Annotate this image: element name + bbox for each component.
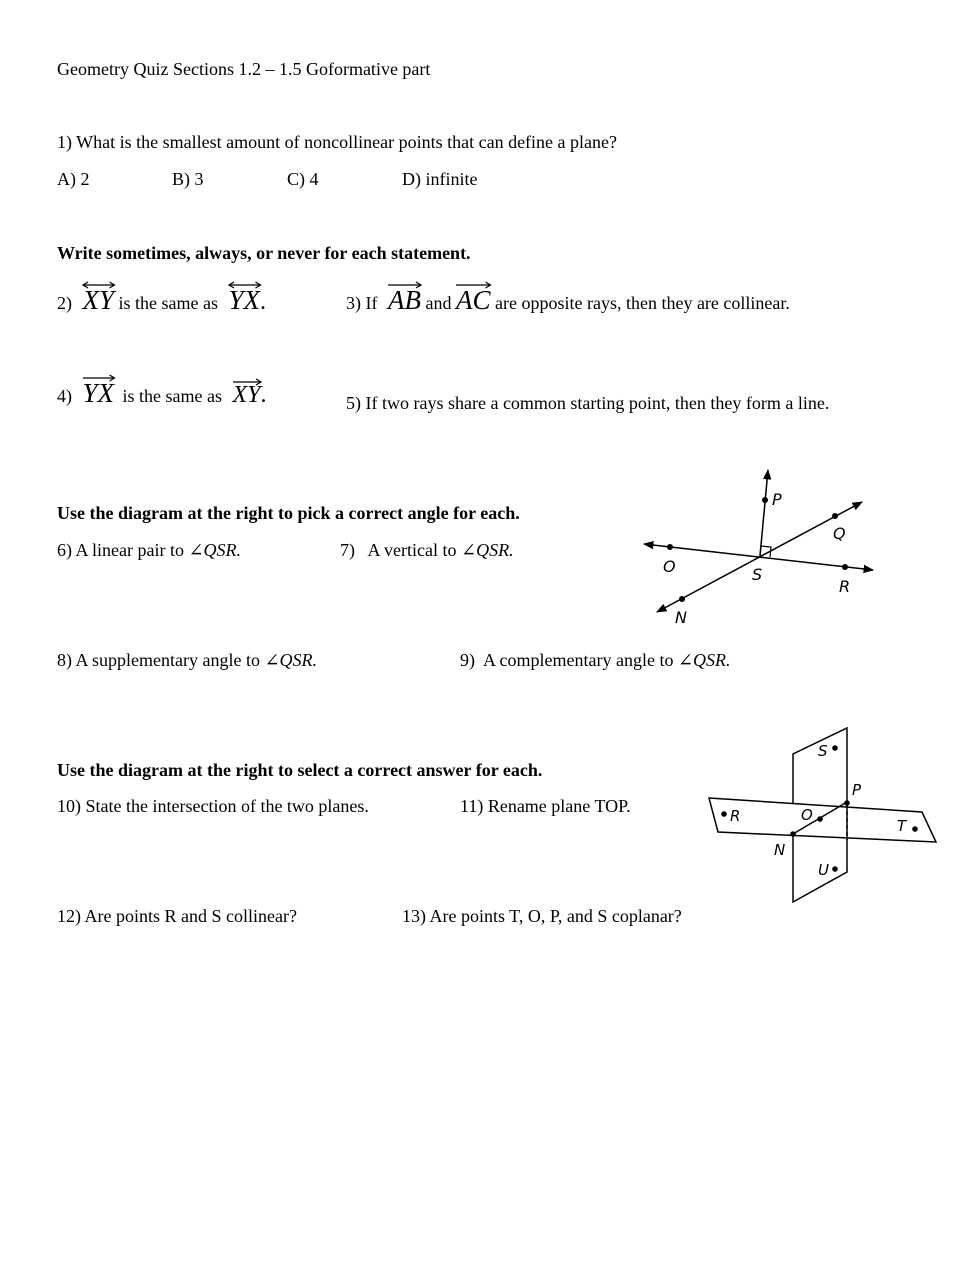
q3-number: 3) If — [346, 293, 378, 313]
angle-diagram — [630, 460, 890, 630]
question-7 — [340, 540, 514, 561]
planes-diagram — [700, 722, 945, 907]
point-o — [667, 544, 673, 550]
label-t: T — [897, 817, 907, 835]
label-q: Q — [833, 524, 846, 543]
label-s: S — [818, 742, 828, 760]
q2-symbol-1: XY — [82, 285, 115, 315]
section-heading-planes: Use the diagram at the right to select a correct answer for each. — [57, 760, 543, 780]
section-heading-angles: Use the diagram at the right to pick a correct angle for each. — [57, 503, 520, 523]
q7-angle: ∠QSR. — [461, 540, 514, 560]
point-p — [762, 497, 768, 503]
q9-text: A complementary angle to — [483, 650, 674, 670]
q6-angle: ∠QSR. — [188, 540, 242, 560]
point-t — [912, 826, 918, 832]
question-1-text: 1) What is the smallest amount of noncollinear points that can define a plane? — [57, 132, 617, 152]
q4-number: 4) — [57, 386, 72, 406]
q2-middle-text: is the same as — [118, 293, 218, 313]
q2-symbol-2: YX — [228, 285, 261, 315]
label-n: N — [774, 841, 786, 859]
q4-ray-yx — [83, 378, 115, 409]
q1-option-a: A) 2 — [57, 169, 90, 189]
label-u: U — [818, 861, 829, 879]
q3-symbol-1: AB — [387, 285, 421, 315]
q1-option-d: D) infinite — [402, 169, 478, 189]
question-6 — [57, 540, 241, 561]
line-nq — [657, 502, 862, 612]
q4-middle-text: is the same as — [122, 386, 222, 406]
label-r: R — [730, 807, 741, 825]
point-s — [832, 745, 838, 751]
q2-number: 2) — [57, 293, 72, 313]
q3-middle-text: and — [425, 293, 452, 313]
label-n: N — [675, 608, 687, 627]
point-n — [679, 596, 685, 602]
section-heading-statements: Write sometimes, always, or never for each statement. — [57, 243, 471, 263]
ray-sp — [760, 470, 768, 556]
q2-line-xy — [83, 285, 115, 316]
question-11: 11) Rename plane TOP. — [460, 796, 631, 816]
q4-ray-xy — [233, 382, 261, 409]
q3-ray-ac — [456, 285, 491, 316]
question-9 — [460, 650, 731, 671]
q4-symbol-1: YX — [82, 378, 115, 408]
point-o — [817, 816, 823, 822]
q2-line-yx — [229, 285, 261, 316]
q3-ray-ab — [388, 285, 421, 316]
q9-number: 9) — [460, 650, 475, 670]
point-r — [842, 564, 848, 570]
q6-text: 6) A linear pair to — [57, 540, 184, 560]
question-10: 10) State the intersection of the two planes. — [57, 796, 369, 816]
q4-symbol-2: XY — [232, 382, 261, 408]
q3-end-text: are opposite rays, then they are collinear. — [495, 293, 790, 313]
label-o: O — [663, 557, 676, 576]
question-2 — [57, 285, 266, 316]
question-13: 13) Are points T, O, P, and S coplanar? — [402, 906, 682, 926]
q4-period: . — [260, 382, 267, 408]
q9-angle: ∠QSR. — [677, 650, 731, 670]
q8-text: 8) A supplementary angle to — [57, 650, 260, 670]
label-r: R — [839, 577, 851, 596]
question-8 — [57, 650, 317, 671]
label-o: O — [801, 806, 813, 824]
q2-period: . — [260, 289, 267, 315]
q7-number: 7) — [340, 540, 355, 560]
question-3 — [346, 285, 790, 316]
question-12: 12) Are points R and S collinear? — [57, 906, 297, 926]
label-p: P — [852, 781, 862, 799]
q1-option-c: C) 4 — [287, 169, 319, 189]
q3-symbol-2: AC — [455, 285, 491, 315]
label-s: S — [752, 565, 763, 584]
q7-text: A vertical to — [367, 540, 457, 560]
point-p — [844, 800, 850, 806]
point-r — [721, 811, 727, 817]
question-4 — [57, 378, 267, 409]
label-p: P — [772, 490, 782, 509]
page-title: Geometry Quiz Sections 1.2 – 1.5 Goformative part — [57, 59, 431, 79]
question-5: 5) If two rays share a common starting point, then they form a line. — [346, 393, 830, 413]
point-u — [832, 866, 838, 872]
point-n — [790, 831, 796, 837]
point-q — [832, 513, 838, 519]
q8-angle: ∠QSR. — [264, 650, 318, 670]
q1-option-b: B) 3 — [172, 169, 204, 189]
